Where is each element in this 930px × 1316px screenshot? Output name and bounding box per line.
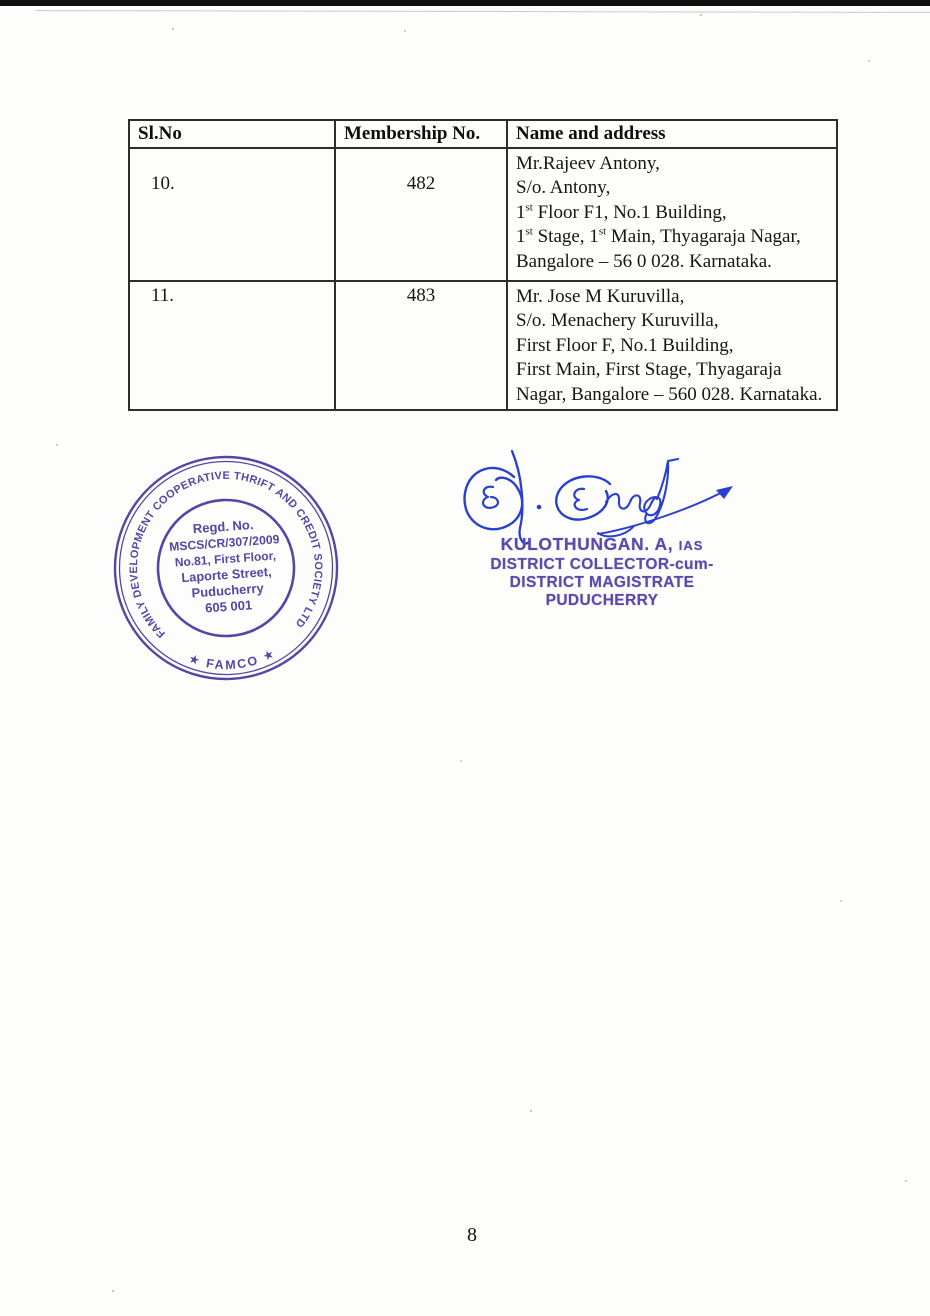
signature-right-oval (556, 476, 610, 519)
address-line: 1st Stage, 1st Main, Thyagaraja Nagar, (516, 225, 801, 248)
officer-designation-line: PUDUCHERRY (545, 592, 659, 609)
address-line: Bangalore – 56 0 028. Karnataka. (516, 250, 772, 272)
page-number: 8 (467, 1224, 477, 1246)
seal-center-line: Laporte Street, (180, 563, 273, 586)
signature-dot (537, 505, 542, 510)
table-header-row (129, 120, 837, 148)
scan-top-strip (0, 0, 930, 6)
table-row (129, 281, 837, 410)
scan-edge-line (36, 10, 930, 13)
seal-center-line: Regd. No. (192, 517, 254, 537)
address-line: First Floor F, No.1 Building, (516, 334, 734, 356)
column-header-membership-no: Membership No. (335, 120, 507, 148)
cell-sl-no: 11. (129, 281, 335, 410)
signature-right-scrawl (574, 489, 587, 510)
cell-membership-no: 483 (335, 281, 507, 410)
address-line: Mr. Jose M Kuruvilla, (516, 286, 685, 307)
officer-designation-line: DISTRICT MAGISTRATE (509, 574, 695, 591)
signature-arrowhead (716, 486, 733, 499)
signature-left-oval (465, 468, 523, 529)
cell-membership-no: 482 (335, 148, 507, 281)
officer-name (470, 534, 734, 556)
seal-center-line: No.81, First Floor, (174, 548, 277, 570)
officer-suffix: IAS (678, 538, 704, 553)
society-round-seal (108, 450, 344, 686)
officer-designation-stamp (470, 534, 734, 610)
seal-ring-text: FAMILY DEVELOPMENT COOPERATIVE THRIFT AND CREDIT SOCIETY LTD (127, 469, 325, 640)
address-line: 1st Floor F1, No.1 Building, (516, 201, 727, 223)
officer-name-text: KULOTHUNGAN. A, (500, 534, 674, 554)
cell-name-address (507, 148, 837, 281)
address-line: S/o. Menachery Kuruvilla, (516, 310, 719, 332)
membership-table-body (129, 148, 837, 410)
address-line: Mr.Rajeev Antony, (516, 153, 660, 174)
seal-center-line: MSCS/CR/307/2009 (168, 532, 280, 554)
column-header-slno: Sl.No (129, 120, 335, 148)
column-header-name-address: Name and address (507, 120, 837, 148)
cell-name-address (507, 281, 837, 410)
cell-sl-no: 10. (129, 148, 335, 281)
signature-left-scrawl (483, 487, 498, 508)
address-line: Nagar, Bangalore – 560 028. Karnataka. (516, 383, 823, 405)
seal-famco-text: ★ FAMCO ★ (186, 645, 279, 673)
address-line: First Main, First Stage, Thyagaraja (516, 359, 782, 381)
seal-center-line: 605 001 (204, 597, 253, 616)
officer-designation-line: DISTRICT COLLECTOR-cum- (490, 556, 714, 573)
membership-table (128, 119, 838, 411)
address-line: S/o. Antony, (516, 177, 611, 199)
scan-speckles (172, 28, 174, 30)
seal-center-line: Puducherry (191, 580, 265, 601)
table-row (129, 148, 837, 281)
